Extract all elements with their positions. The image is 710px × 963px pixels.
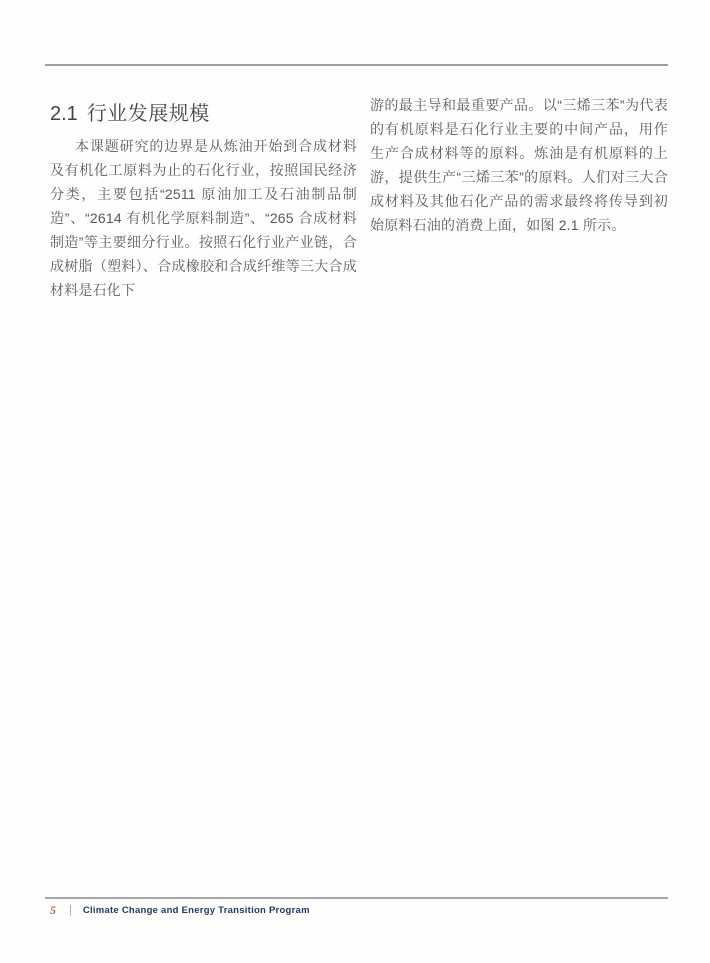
section-title: 行业发展规模 (86, 103, 210, 125)
top-rule (45, 64, 668, 66)
program-name: Climate Change and Energy Transition Program (82, 904, 310, 916)
body-column-right: 游的最主导和最重要产品。以“三烯三苯”为代表的有机原料是石化行业主要的中间产品，用作生产合成材料等的原料。炼油是有机原料的上游，提供生产“三烯三苯”的原料。人们对三大合成材料及其他石化产品的需求最终将传导到初始原料石油的消费上面，如图 2.1 所示。 (370, 97, 668, 233)
footer (50, 902, 310, 918)
body-column-left: 本课题研究的边界是从炼油开始到合成材料及有机化工原料为止的石化行业，按照国民经济分类，主要包括“2511 原油加工及石油制品制造”、“2614 有机化学原料制造”、“265 合成材料制造”等主要细分行业。按照石化行业产业链，合成树脂（塑料）、合成橡胶和合成纤维等三大合成材料是石化下 (50, 138, 357, 298)
section-heading (50, 100, 210, 128)
page-number: 5 (50, 902, 56, 917)
section-number: 2.1 (50, 103, 78, 125)
footer-rule (45, 897, 668, 899)
footer-separator: | (69, 904, 72, 916)
